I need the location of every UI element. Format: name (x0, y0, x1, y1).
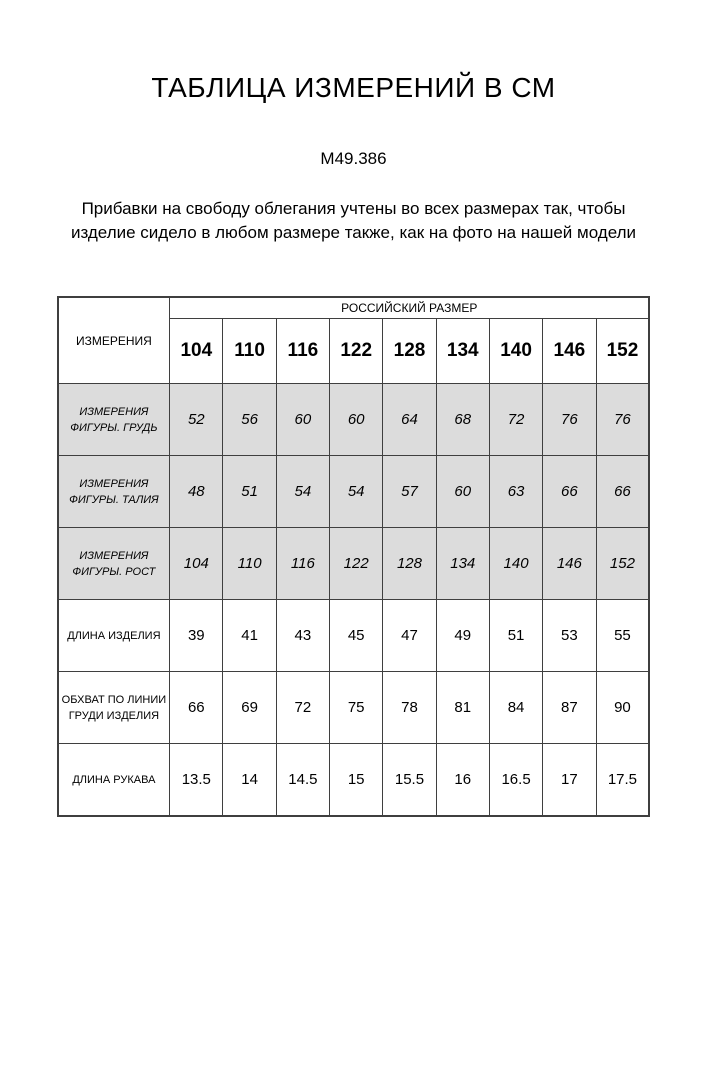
value-cell: 66 (543, 456, 596, 528)
table-row (58, 456, 650, 528)
value-cell: 17 (543, 744, 596, 817)
fit-note: Прибавки на свободу облегания учтены во всех размерах так, чтобы изделие сидело в любом размере также, как на фото на нашей модели (70, 199, 637, 242)
row-label: ИЗМЕРЕНИЯ ФИГУРЫ. РОСТ (58, 528, 170, 600)
value-cell: 84 (489, 672, 542, 744)
value-cell: 116 (276, 528, 329, 600)
value-cell: 69 (223, 672, 276, 744)
value-cell: 14.5 (276, 744, 329, 817)
value-cell: 110 (223, 528, 276, 600)
size-table (57, 296, 651, 817)
value-cell: 104 (170, 528, 223, 600)
value-cell: 60 (330, 384, 383, 456)
value-cell: 68 (436, 384, 489, 456)
size-header-104: 104 (170, 319, 223, 384)
value-cell: 54 (276, 456, 329, 528)
value-cell: 66 (596, 456, 649, 528)
value-cell: 41 (223, 600, 276, 672)
value-cell: 15.5 (383, 744, 436, 817)
value-cell: 57 (383, 456, 436, 528)
row-label: ИЗМЕРЕНИЯ ФИГУРЫ. ТАЛИЯ (58, 456, 170, 528)
value-cell: 16 (436, 744, 489, 817)
value-cell: 72 (489, 384, 542, 456)
value-cell: 152 (596, 528, 649, 600)
row-label: ДЛИНА РУКАВА (58, 744, 170, 817)
table-row (58, 744, 650, 817)
value-cell: 128 (383, 528, 436, 600)
value-cell: 16.5 (489, 744, 542, 817)
value-cell: 49 (436, 600, 489, 672)
page-title: ТАБЛИЦА ИЗМЕРЕНИЙ В СМ (151, 72, 556, 103)
value-cell: 54 (330, 456, 383, 528)
size-header-128: 128 (383, 319, 436, 384)
table-row (58, 600, 650, 672)
value-cell: 66 (170, 672, 223, 744)
value-cell: 52 (170, 384, 223, 456)
size-header-134: 134 (436, 319, 489, 384)
value-cell: 51 (489, 600, 542, 672)
value-cell: 78 (383, 672, 436, 744)
value-cell: 51 (223, 456, 276, 528)
value-cell: 122 (330, 528, 383, 600)
value-cell: 60 (436, 456, 489, 528)
value-cell: 14 (223, 744, 276, 817)
value-cell: 43 (276, 600, 329, 672)
value-cell: 56 (223, 384, 276, 456)
row-label: ДЛИНА ИЗДЕЛИЯ (58, 600, 170, 672)
value-cell: 45 (330, 600, 383, 672)
value-cell: 90 (596, 672, 649, 744)
value-cell: 72 (276, 672, 329, 744)
size-header-122: 122 (330, 319, 383, 384)
value-cell: 146 (543, 528, 596, 600)
value-cell: 76 (596, 384, 649, 456)
size-header-146: 146 (543, 319, 596, 384)
row-label: ИЗМЕРЕНИЯ ФИГУРЫ. ГРУДЬ (58, 384, 170, 456)
size-header-116: 116 (276, 319, 329, 384)
value-cell: 63 (489, 456, 542, 528)
value-cell: 60 (276, 384, 329, 456)
value-cell: 134 (436, 528, 489, 600)
table-row (58, 672, 650, 744)
size-header-152: 152 (596, 319, 649, 384)
value-cell: 53 (543, 600, 596, 672)
measurements-column-header: ИЗМЕРЕНИЯ (58, 297, 170, 384)
value-cell: 64 (383, 384, 436, 456)
table-row (58, 528, 650, 600)
value-cell: 55 (596, 600, 649, 672)
value-cell: 87 (543, 672, 596, 744)
size-group-header: РОССИЙСКИЙ РАЗМЕР (170, 297, 650, 319)
value-cell: 15 (330, 744, 383, 817)
value-cell: 75 (330, 672, 383, 744)
row-label: ОБХВАТ ПО ЛИНИИ ГРУДИ ИЗДЕЛИЯ (58, 672, 170, 744)
value-cell: 47 (383, 600, 436, 672)
size-header-140: 140 (489, 319, 542, 384)
value-cell: 81 (436, 672, 489, 744)
value-cell: 76 (543, 384, 596, 456)
value-cell: 39 (170, 600, 223, 672)
value-cell: 140 (489, 528, 542, 600)
size-header-110: 110 (223, 319, 276, 384)
model-code: М49.386 (320, 149, 387, 168)
table-header-row (58, 297, 650, 319)
table-row (58, 384, 650, 456)
value-cell: 17.5 (596, 744, 649, 817)
value-cell: 48 (170, 456, 223, 528)
value-cell: 13.5 (170, 744, 223, 817)
